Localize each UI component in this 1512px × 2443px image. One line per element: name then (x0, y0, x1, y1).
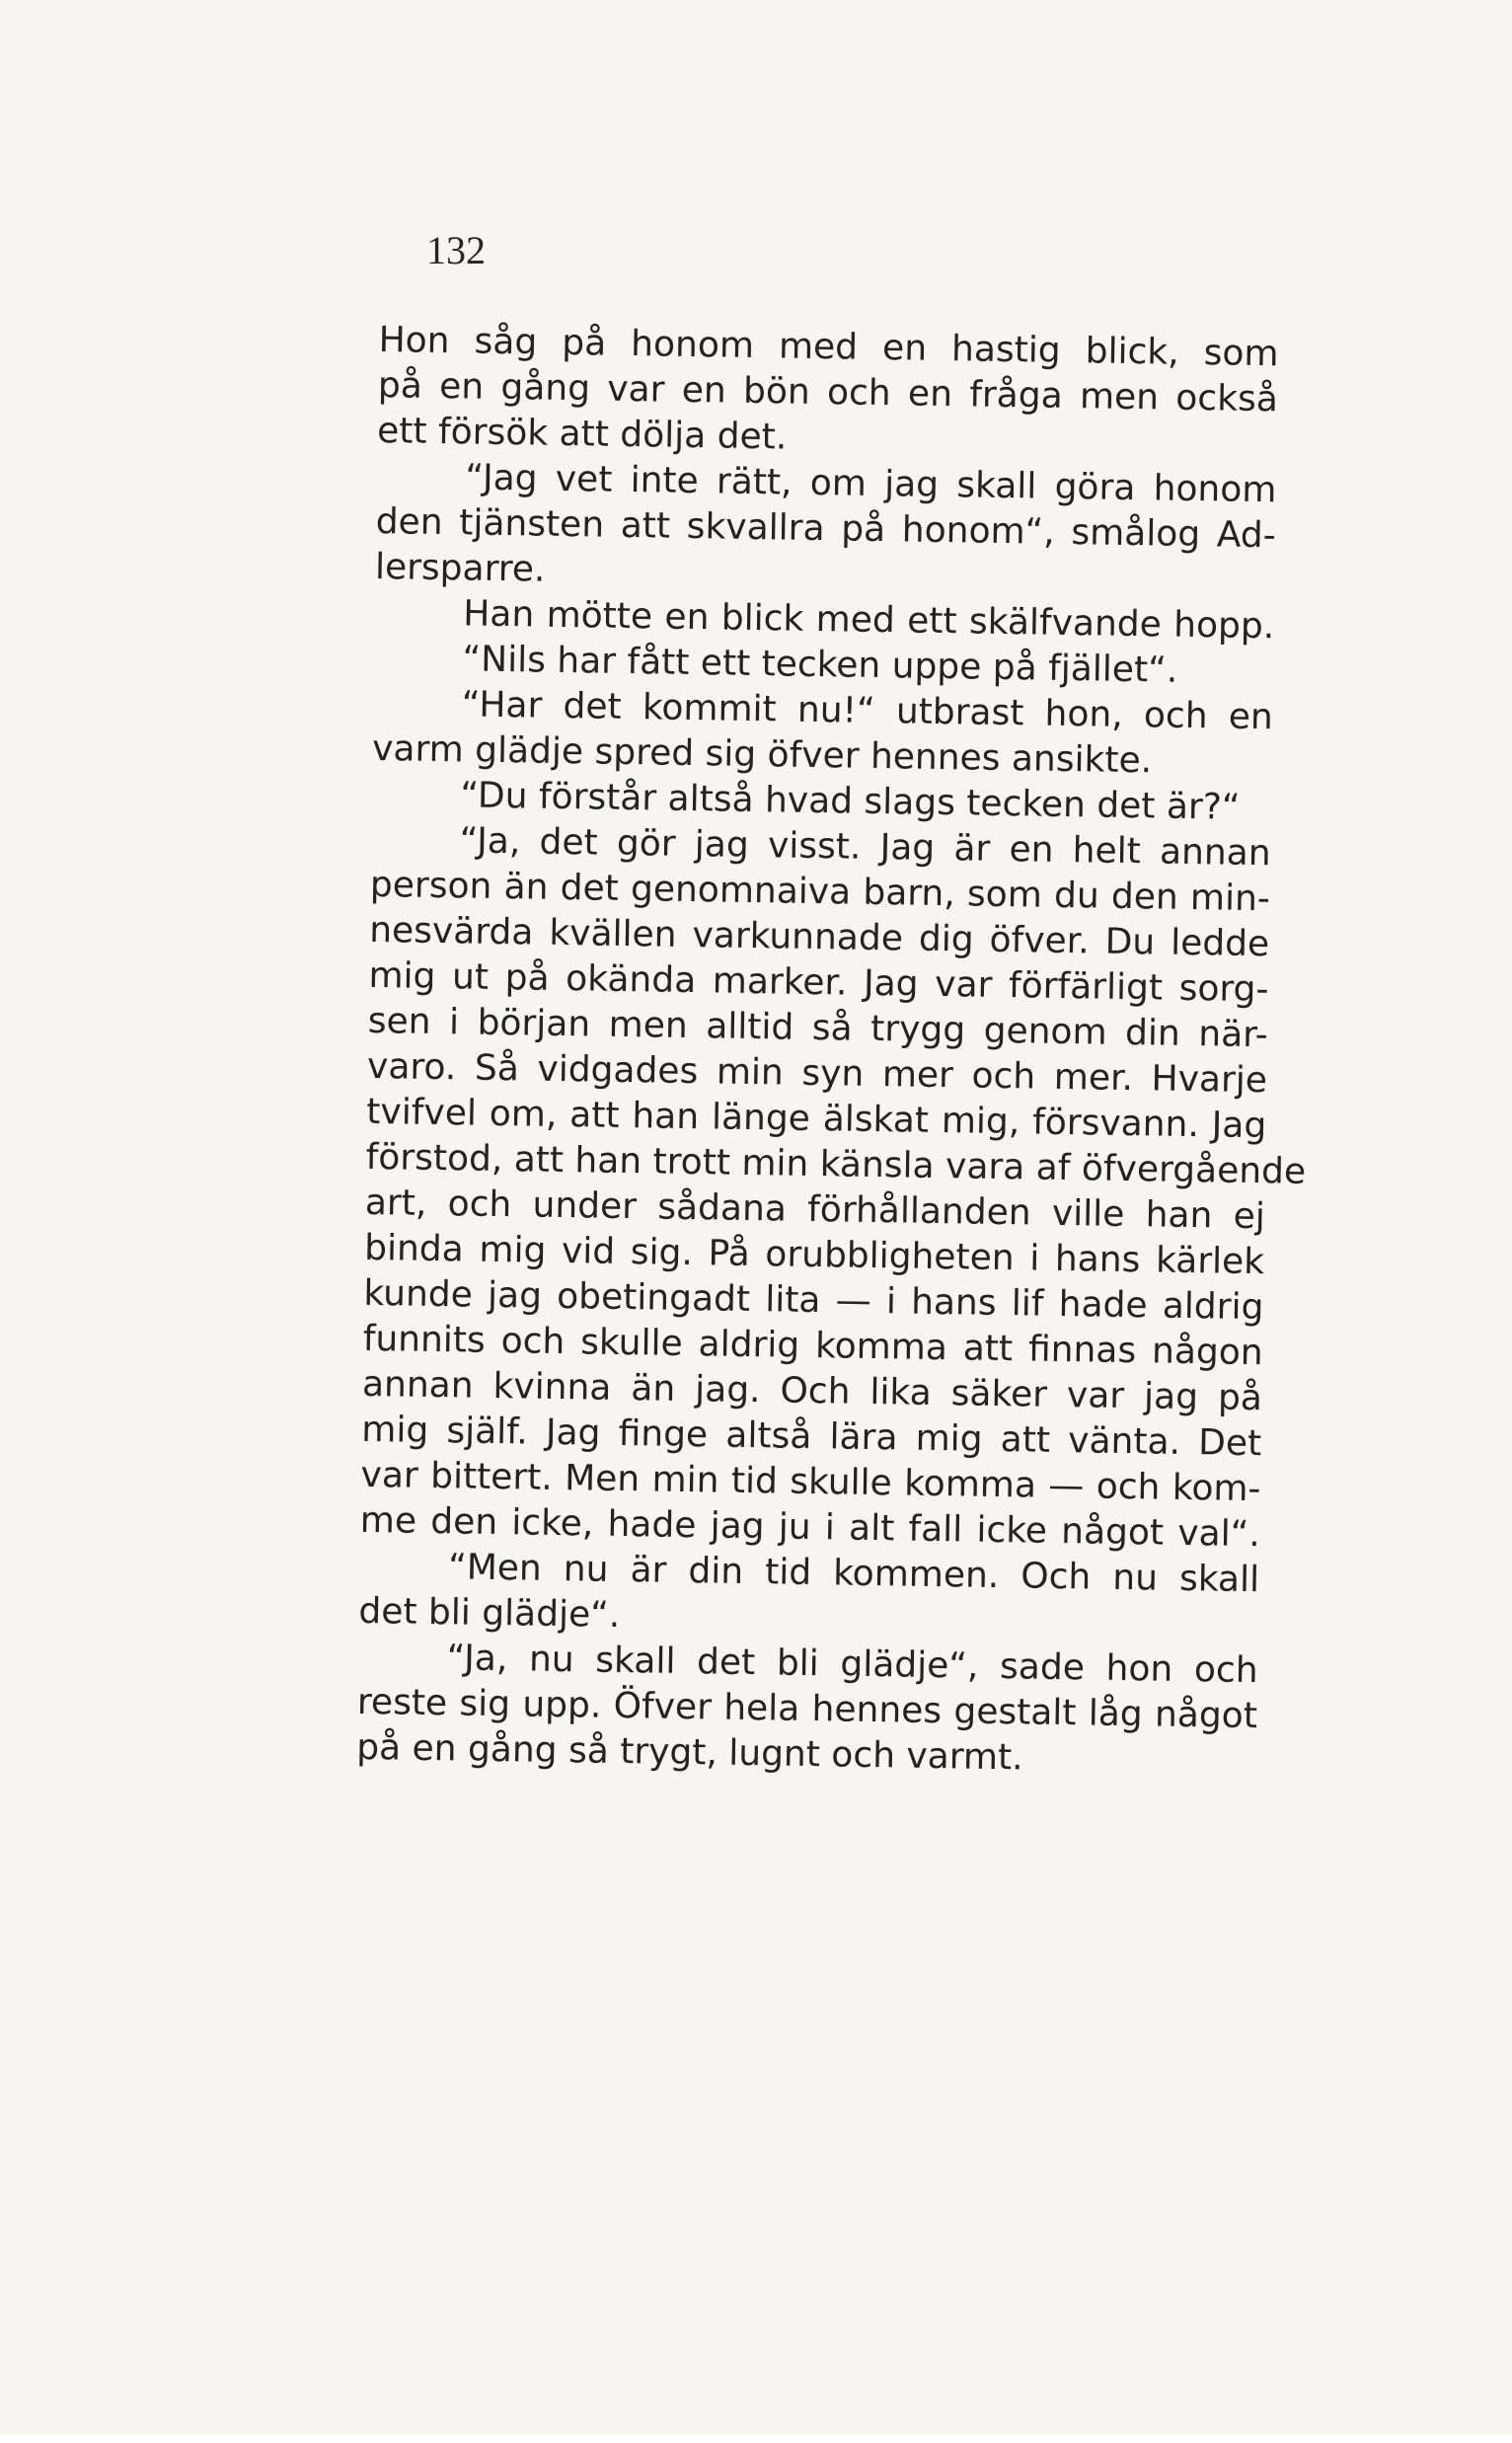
text-line: ett försök att dölja det. (376, 410, 788, 458)
text-line: “Nils har fått ett tecken uppe på fjället“. (462, 639, 1178, 691)
text-line: varo. Så vidgades min syn mer och mer. Hvarje (366, 1045, 1268, 1102)
text-line: annan kvinna än jag. Och lika säker var jag på (361, 1363, 1263, 1419)
text-line: “Jag vet inte rätt, om jag skall göra honom (465, 457, 1277, 511)
text-line: art, och under sådana förhållanden ville han ej (364, 1182, 1266, 1238)
text-line: “Men nu är din tid kommen. Och nu skall (447, 1547, 1260, 1601)
text-line: mig själf. Jag finge altså lära mig att vänta. Det (360, 1409, 1262, 1465)
text-line: “Ja, det gör jag visst. Jag är en helt annan (459, 820, 1271, 875)
text-line: binda mig vid sig. På orubbligheten i hans kärlek (363, 1227, 1265, 1283)
text-line: Han mötte en blick med ett skälfvande hopp. (462, 593, 1275, 648)
text-line: “Du förstår altså hvad slags tecken det är?“ (460, 775, 1241, 828)
page-number: 132 (426, 228, 486, 272)
text-line: “Ja, nu skall det bli glädje“, sade hon och (446, 1638, 1258, 1692)
text-line: på en gång var en bön och en fråga men också (377, 364, 1279, 420)
text-line: det bli glädje“. (358, 1590, 621, 1636)
text-line: kunde jag obetingadt lita — i hans lif hade aldrig (363, 1272, 1264, 1329)
text-line: den tjänsten att skvallra på honom“, smålog Ad- (375, 500, 1276, 557)
text-line: mig ut på okända marker. Jag var förfärligt sorg- (368, 954, 1269, 1011)
text-line: me den icke, hade jag ju i alt fall icke något val“. (359, 1499, 1261, 1556)
text-line: funnits och skulle aldrig komma att finnas någon (362, 1318, 1263, 1374)
text-line: Hon såg på honom med en hastig blick, som (378, 319, 1279, 375)
text-line: “Har det kommit nu!“ utbrast hon, och en (461, 684, 1274, 738)
text-line: varm glädje spred sig öfver hennes ansikte. (371, 727, 1153, 782)
text-line: på en gång så trygt, lugnt och varmt. (355, 1726, 1023, 1779)
text-line: lersparre. (374, 546, 546, 590)
text-line: person än det genomnaiva barn, som du den min- (369, 864, 1271, 920)
text-line: nesvärda kvällen varkunnade dig öfver. Du ledde (368, 909, 1270, 965)
text-line: var bittert. Men min tid skulle komma — och kom- (360, 1454, 1261, 1510)
body-text (355, 318, 1307, 1785)
text-line: förstod, att han trott min känsla vara af öfvergående (365, 1136, 1307, 1192)
text-line: sen i början men alltid så trygg genom din när- (367, 1000, 1269, 1056)
text-line: tvifvel om, att han länge älskat mig, försvann. Jag (366, 1091, 1267, 1147)
text-line: reste sig upp. Öfver hela hennes gestalt låg något (356, 1681, 1258, 1737)
